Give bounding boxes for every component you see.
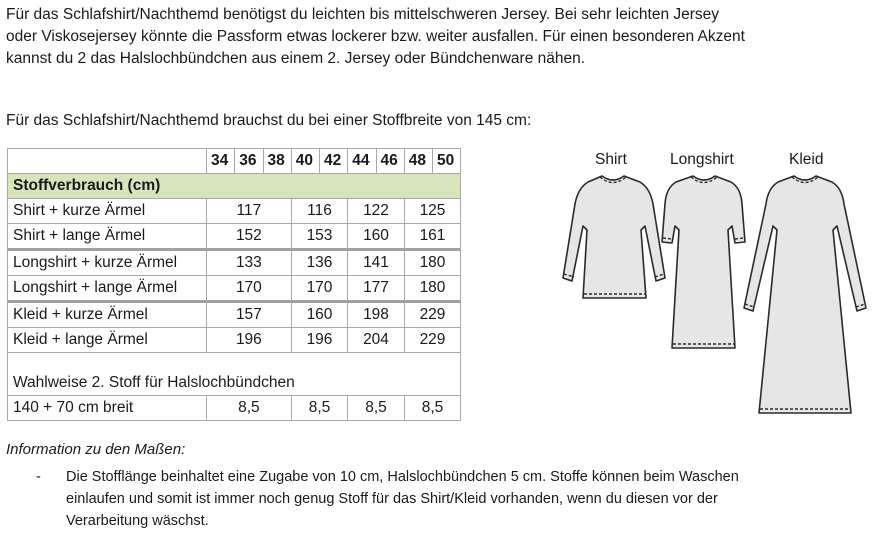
table-row (8, 328, 461, 353)
value-cell: 196 (207, 328, 292, 353)
value-cell: 160 (291, 302, 348, 328)
value-cell: 170 (207, 276, 292, 302)
garments-svg (555, 148, 875, 428)
size-48: 48 (404, 149, 432, 174)
size-40: 40 (291, 149, 319, 174)
value-cell: 157 (207, 302, 292, 328)
bullet-mark: - (36, 469, 41, 485)
row-label: Shirt + kurze Ärmel (8, 199, 207, 224)
size-38: 38 (263, 149, 291, 174)
table-row (8, 224, 461, 250)
value-cell: 152 (207, 224, 292, 250)
value-cell: 136 (291, 250, 348, 276)
label-kleid: Kleid (789, 151, 824, 168)
intro-text: Für das Schlafshirt/Nachthemd benötigst du leichten bis mittelschweren Jersey. Bei sehr leichten Jersey oder Viskosejersey könnte die Passform etwas lockerer bzw. weiter ausfallen. Für einen besonderen Akzent kannst du 2 das Halslochbündchen aus einem 2. Jersey oder Bündchenware nähen. (6, 6, 745, 67)
section-row (8, 174, 461, 199)
size-46: 46 (376, 149, 404, 174)
row-label: 140 + 70 cm breit (8, 396, 207, 421)
value-cell: 229 (404, 328, 461, 353)
value-cell: 204 (348, 328, 405, 353)
row-label: Kleid + lange Ärmel (8, 328, 207, 353)
table-row (8, 276, 461, 302)
row-label: Shirt + lange Ärmel (8, 224, 207, 250)
value-cell: 8,5 (207, 396, 292, 421)
fabric-table (7, 148, 461, 421)
label-shirt: Shirt (595, 151, 627, 168)
table-row (8, 199, 461, 224)
value-cell: 153 (291, 224, 348, 250)
value-cell: 160 (348, 224, 405, 250)
value-cell: 180 (404, 276, 461, 302)
table-row (8, 302, 461, 328)
size-34: 34 (207, 149, 235, 174)
spacer-cell (8, 353, 461, 372)
value-cell: 196 (291, 328, 348, 353)
value-cell: 8,5 (404, 396, 461, 421)
spacer-row (8, 353, 461, 372)
requirement-line: Für das Schlafshirt/Nachthemd brauchst du bei einer Stoffbreite von 145 cm: (6, 112, 532, 129)
value-cell: 170 (291, 276, 348, 302)
section-title: Stoffverbrauch (cm) (8, 174, 461, 199)
value-cell: 125 (404, 199, 461, 224)
dress-illustration (744, 176, 866, 413)
value-cell: 229 (404, 302, 461, 328)
garment-illustrations (555, 148, 875, 428)
size-44: 44 (348, 149, 376, 174)
size-header-row (8, 149, 461, 174)
option-title-row (8, 371, 461, 396)
row-label: Longshirt + lange Ärmel (8, 276, 207, 302)
value-cell: 141 (348, 250, 405, 276)
value-cell: 8,5 (291, 396, 348, 421)
value-cell: 198 (348, 302, 405, 328)
row-label: Longshirt + kurze Ärmel (8, 250, 207, 276)
table-row (8, 396, 461, 421)
value-cell: 133 (207, 250, 292, 276)
value-cell: 122 (348, 199, 405, 224)
longshirt-illustration (662, 176, 745, 348)
value-cell: 180 (404, 250, 461, 276)
value-cell: 177 (348, 276, 405, 302)
size-42: 42 (320, 149, 348, 174)
size-36: 36 (235, 149, 263, 174)
option-title: Wahlweise 2. Stoff für Halslochbündchen (8, 371, 461, 396)
header-blank-cell (8, 149, 207, 174)
label-longshirt: Longshirt (670, 151, 734, 168)
value-cell: 161 (404, 224, 461, 250)
size-50: 50 (433, 149, 461, 174)
info-heading: Information zu den Maßen: (6, 441, 186, 458)
value-cell: 116 (291, 199, 348, 224)
row-label: Kleid + kurze Ärmel (8, 302, 207, 328)
table-row (8, 250, 461, 276)
info-note: Die Stofflänge beinhaltet eine Zugabe von 10 cm, Halslochbündchen 5 cm. Stoffe können beim Waschen einlaufen und somit ist immer noch genug Stoff für das Shirt/Kleid vorhanden, wenn du diesen vor der Verarbeitung wäschst. (66, 469, 739, 529)
value-cell: 117 (207, 199, 292, 224)
shirt-illustration (563, 176, 665, 298)
value-cell: 8,5 (348, 396, 405, 421)
